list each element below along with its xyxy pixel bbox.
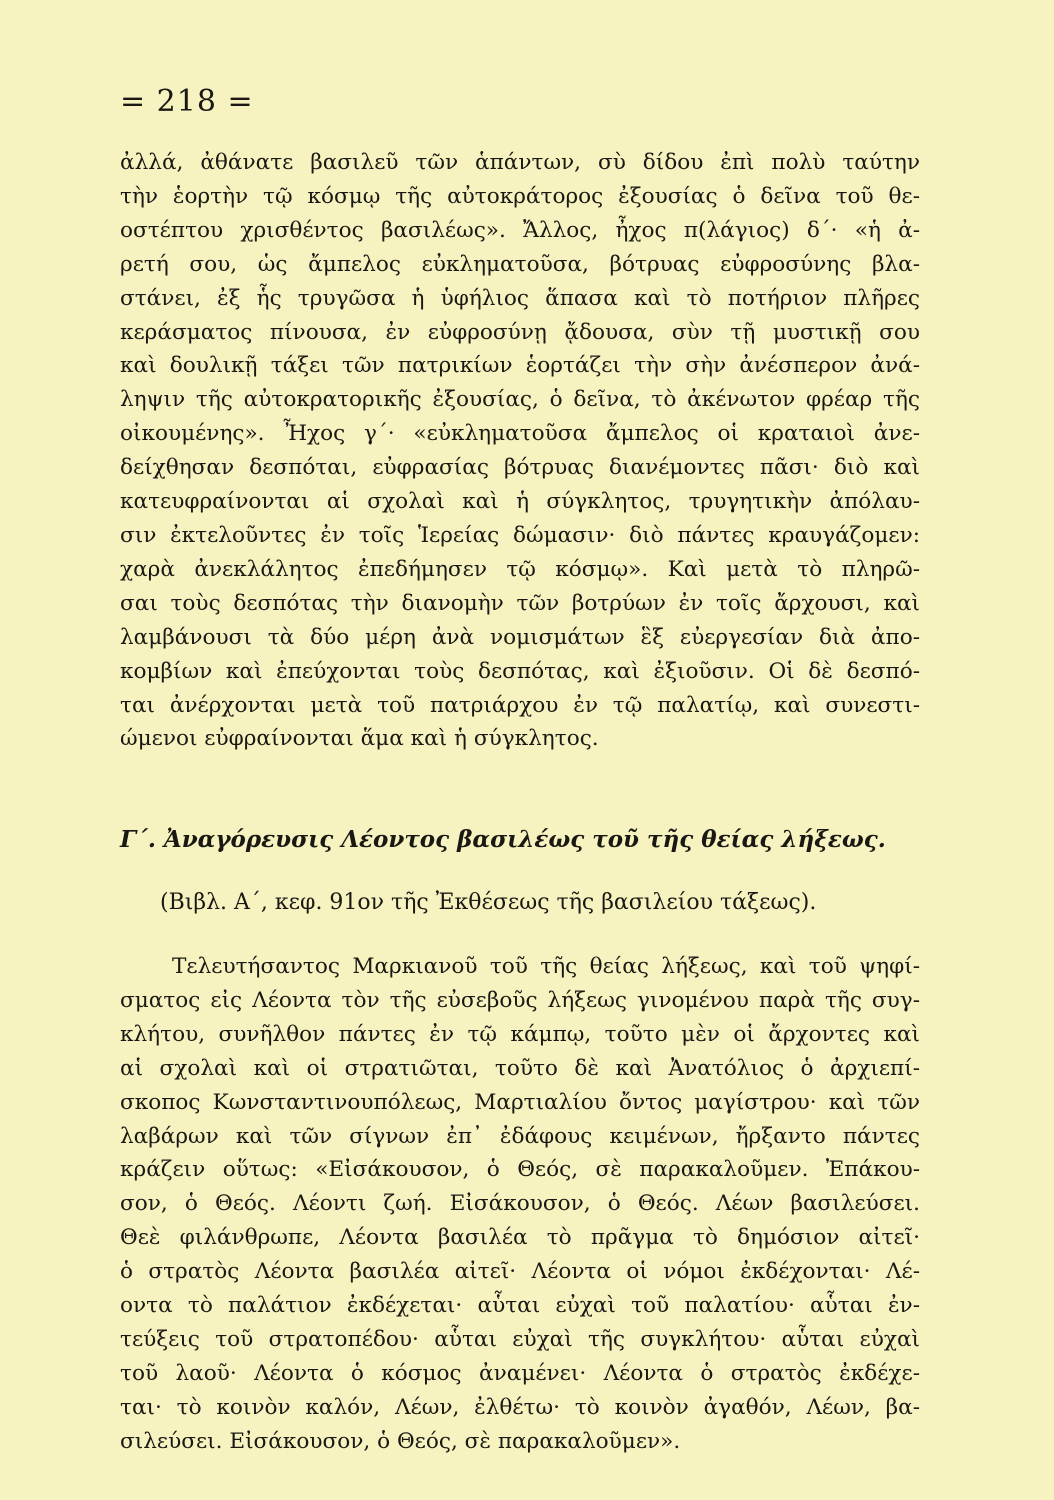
paragraph-line: ρετή σου, ὡς ἄμπελος εὐκληματοῦσα, βότρυας εὐφροσύνης βλα- bbox=[120, 251, 920, 277]
section-heading: Γ΄. Ἀναγόρευσις Λέοντος βασιλέως τοῦ τῆς θείας λήξεως. bbox=[120, 826, 886, 853]
top-paragraph bbox=[120, 146, 920, 756]
paragraph-line: ται· τὸ κοινὸν καλόν, Λέων, ἐλθέτω· τὸ κοινὸν ἀγαθόν, Λέων, βα- bbox=[120, 1394, 920, 1420]
paragraph-line: Θεὲ φιλάνθρωπε, Λέοντα βασιλέα τὸ πρᾶγμα τὸ δημόσιον αἰτεῖ· bbox=[120, 1225, 920, 1251]
paragraph-line: κατευφραίνονται αἱ σχολαὶ καὶ ἡ σύγκλητος, τρυγητικὴν ἀπόλαυ- bbox=[120, 489, 920, 515]
paragraph-line: καὶ δουλικῇ τάξει τῶν πατρικίων ἑορτάζει τὴν σὴν ἀνέσπερον ἀνά- bbox=[120, 353, 920, 379]
paragraph-line: οστέπτου χρισθέντος βασιλέως». Ἄλλος, ἦχος π(λάγιος) δ΄· «ἡ ἀ- bbox=[120, 217, 920, 243]
paragraph-line: κομβίων καὶ ἐπεύχονται τοὺς δεσπότας, καὶ ἐξιοῦσιν. Οἱ δὲ δεσπό- bbox=[120, 658, 920, 684]
paragraph-line: λαμβάνουσι τὰ δύο μέρη ἀνὰ νομισμάτων ἓξ εὐεργεσίαν διὰ ἀπο- bbox=[120, 624, 920, 650]
paragraph-line: ται ἀνέρχονται μετὰ τοῦ πατριάρχου ἐν τῷ παλατίῳ, καὶ συνεστι- bbox=[120, 692, 920, 718]
paragraph-line: κράζειν οὕτως: «Εἰσάκουσον, ὁ Θεός, σὲ παρακαλοῦμεν. Ἐπάκου- bbox=[120, 1157, 920, 1183]
paragraph-line: τεύξεις τοῦ στρατοπέδου· αὗται εὐχαὶ τῆς συγκλήτου· αὗται εὐχαὶ bbox=[120, 1326, 920, 1352]
paragraph-line: οἰκουμένης». Ἦχος γ΄· «εὐκληματοῦσα ἄμπελος οἱ κραταιοὶ ἀνε- bbox=[120, 421, 920, 447]
paragraph-line: κλήτου, συνῆλθον πάντες ἐν τῷ κάμπῳ, τοῦτο μὲν οἱ ἄρχοντες καὶ bbox=[120, 1021, 920, 1047]
paragraph-line: σματος εἰς Λέοντα τὸν τῆς εὐσεβοῦς λήξεως γινομένου παρὰ τῆς συγ- bbox=[120, 987, 920, 1013]
paragraph-line: χαρὰ ἀνεκλάλητος ἐπεδήμησεν τῷ κόσμῳ». Καὶ μετὰ τὸ πληρῶ- bbox=[120, 556, 920, 582]
paragraph-line: σιλεύσει. Εἰσάκουσον, ὁ Θεός, σὲ παρακαλοῦμεν». bbox=[120, 1428, 681, 1454]
paragraph-line: Τελευτήσαντος Μαρκιανοῦ τοῦ τῆς θείας λήξεως, καὶ τοῦ ψηφί- bbox=[172, 954, 920, 979]
bottom-paragraph bbox=[120, 950, 920, 1459]
paragraph-line: τὴν ἑορτὴν τῷ κόσμῳ τῆς αὐτοκράτορος ἐξουσίας ὁ δεῖνα τοῦ θε- bbox=[120, 183, 920, 209]
paragraph-line: ἀλλά, ἀθάνατε βασιλεῦ τῶν ἁπάντων, σὺ δίδου ἐπὶ πολὺ ταύτην bbox=[120, 150, 920, 175]
paragraph-line: ώμενοι εὐφραίνονται ἅμα καὶ ἡ σύγκλητος. bbox=[120, 726, 599, 752]
paragraph-line: κεράσματος πίνουσα, ἐν εὐφροσύνῃ ᾄδουσα, σὺν τῇ μυστικῇ σου bbox=[120, 319, 920, 345]
paragraph-line: σκοπος Κωνσταντινουπόλεως, Μαρτιαλίου ὄντος μαγίστρου· καὶ τῶν bbox=[120, 1089, 920, 1115]
section-source-reference: (Βιβλ. Α΄, κεφ. 91ον τῆς Ἐκθέσεως τῆς βασιλείου τάξεως). bbox=[160, 890, 817, 915]
paragraph-line: οντα τὸ παλάτιον ἐκδέχεται· αὗται εὐχαὶ τοῦ παλατίου· αὗται ἐν- bbox=[120, 1293, 920, 1319]
paragraph-line: σον, ὁ Θεός. Λέοντι ζωή. Εἰσάκουσον, ὁ Θεός. Λέων βασιλεύσει. bbox=[120, 1191, 920, 1217]
paragraph-line: ληψιν τῆς αὐτοκρατορικῆς ἐξουσίας, ὁ δεῖνα, τὸ ἀκένωτον φρέαρ τῆς bbox=[120, 387, 920, 413]
paragraph-line: ὁ στρατὸς Λέοντα βασιλέα αἰτεῖ· Λέοντα οἱ νόμοι ἐκδέχονται· Λέ- bbox=[120, 1259, 920, 1285]
paragraph-line: λαβάρων καὶ τῶν σίγνων ἐπ᾿ ἐδάφους κειμένων, ἤρξαντο πάντες bbox=[120, 1123, 920, 1149]
paragraph-line: αἱ σχολαὶ καὶ οἱ στρατιῶται, τοῦτο δὲ καὶ Ἀνατόλιος ὁ ἀρχιεπί- bbox=[120, 1055, 920, 1081]
paragraph-line: σιν ἐκτελοῦντες ἐν τοῖς Ἱερείας δώμασιν· διὸ πάντες κραυγάζομεν: bbox=[120, 522, 920, 548]
paragraph-line: δείχθησαν δεσπόται, εὐφρασίας βότρυας διανέμοντες πᾶσι· διὸ καὶ bbox=[120, 455, 920, 481]
paragraph-line: σαι τοὺς δεσπότας τὴν διανομὴν τῶν βοτρύων ἐν τοῖς ἄρχουσι, καὶ bbox=[120, 590, 920, 616]
paragraph-line: στάνει, ἐξ ἧς τρυγῶσα ἡ ὑφήλιος ἅπασα καὶ τὸ ποτήριον πλῆρες bbox=[120, 285, 920, 311]
paragraph-line: τοῦ λαοῦ· Λέοντα ὁ κόσμος ἀναμένει· Λέοντα ὁ στρατὸς ἐκδέχε- bbox=[120, 1360, 920, 1386]
page-number: = 218 = bbox=[120, 84, 254, 119]
